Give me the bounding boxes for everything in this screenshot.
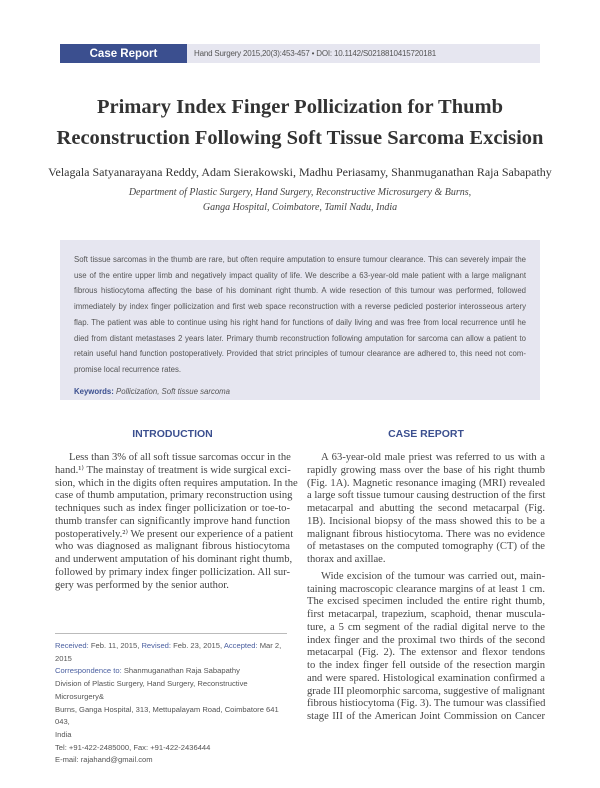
text-line: metacarpal (Fig. 2). The extensor and flexor tendons	[307, 647, 545, 659]
abstract-line: flap. The patient was able to continue using his right hand for functions of daily living and was free from local recurrence until he	[74, 317, 526, 327]
text-line: Wide excision of the tumour was carried out, main-	[321, 570, 545, 582]
text-line: 1B). Incisional biopsy of the mass showed this to be a	[307, 515, 545, 527]
text-line: rapidly growing mass over the base of his right thumb	[307, 464, 545, 476]
footnote	[55, 640, 295, 767]
text-line: A 63-year-old male priest was referred to us with a	[321, 452, 545, 463]
text-line: techniques such as index finger pollicization or toe-to-	[55, 503, 290, 514]
correspondence	[55, 665, 295, 678]
phone-fax: Tel: +91-422-2485000, Fax: +91-422-2436444	[55, 742, 211, 752]
title-line: Reconstruction Following Soft Tissue Sarcoma Excision	[56, 127, 544, 149]
accepted-date: Mar 2, 2015	[55, 641, 282, 663]
text-line: postoperatively.²⁾ We present our experience of a patient	[55, 528, 294, 540]
text-line: The excised specimen included the entire right thumb,	[307, 596, 545, 608]
text-line: metacarpal and abutting the second metacarpal (Fig.	[307, 503, 545, 514]
email[interactable]: E-mail: rajahand@gmail.com	[55, 755, 153, 765]
text-line: stage III of the American Joint Commission on Cancer	[307, 711, 545, 722]
title-line: Primary Index Finger Pollicization for Thumb	[96, 96, 503, 118]
affiliation	[40, 185, 560, 215]
abstract-line: died from distant metastases 2 years later. Primary thumb reconstruction following amputation for sarcoma can allow a patient to	[74, 333, 526, 343]
abstract-line: promise local recurrence rates.	[74, 364, 182, 374]
text-line: thorax and axillae.	[307, 554, 386, 565]
abstract-box	[60, 240, 540, 400]
case-report-heading: CASE REPORT	[388, 428, 464, 440]
correspondence-name: Shanmuganathan Raja Sabapathy	[123, 666, 240, 676]
article-type-label: Case Report	[60, 44, 187, 63]
case-report-body	[307, 452, 545, 724]
dates	[55, 640, 295, 665]
keywords	[74, 384, 526, 400]
address-line: Burns, Ganga Hospital, 313, Mettupalayam Road, Coimbatore 641 043,	[55, 704, 279, 727]
text-line: sion, which in the digits often requires amputation. In the	[55, 477, 298, 489]
text-line: first metacarpal, trapezium, scaphoid, thenar muscula-	[307, 609, 545, 620]
text-line: malignant fibrous histiocytoma. There was no evidence	[307, 528, 545, 540]
text-line: Less than 3% of all soft tissue sarcomas occur in the	[69, 452, 291, 463]
abstract-line: immediately by index finger pollicization and first web space reconstruction with a reverse pedicled posterior interosseous artery	[74, 302, 526, 312]
abstract-text	[74, 252, 526, 378]
text-line: and were spared. Histological examination confirmed a	[307, 672, 545, 684]
introduction-heading: INTRODUCTION	[132, 428, 213, 440]
address-line: India	[55, 729, 72, 739]
revised-date: Feb. 23, 2015,	[173, 641, 223, 650]
revised-label: Revised:	[141, 641, 171, 650]
abstract-line: retain useful hand function postoperatively. Provided that strict principles of tumour clearance are adhered to, this need not com-	[74, 349, 526, 359]
accepted-label: Accepted:	[223, 641, 258, 650]
text-line: who was diagnosed as malignant fibrous histiocytoma	[55, 541, 290, 553]
received-date: Feb. 11, 2015,	[90, 641, 140, 650]
text-line: to the index finger fell outside of the resection margin	[307, 660, 545, 671]
abstract-line: Soft tissue sarcomas in the thumb are rare, but often require amputation to ensure tumour clearance. This can severely impair the	[74, 255, 526, 264]
address-line: Division of Plastic Surgery, Hand Surgery, Reconstructive Microsurgery&	[55, 679, 248, 701]
keywords-value: Pollicization, Soft tissue sarcoma	[116, 386, 231, 396]
text-line: a large soft tissue tumour causing destruction of the first	[307, 490, 546, 502]
text-line: gery was performed by the senior author.	[55, 579, 229, 591]
text-line: and underwent amputation of his dominant right thumb,	[55, 554, 293, 565]
correspondence-label: Correspondence to:	[55, 666, 122, 676]
text-line: (Fig. 1A). Magnetic resonance imaging (MRI) revealed	[307, 477, 545, 489]
text-line: of metastases on the computed tomography (CT) of the	[307, 541, 545, 553]
affiliation-line: Ganga Hospital, Coimbatore, Tamil Nadu, India	[202, 202, 398, 213]
affiliation-line: Department of Plastic Surgery, Hand Surgery, Reconstructive Microsurgery & Burns,	[128, 187, 472, 198]
abstract-line: use of the entire upper limb and negatively impact quality of life. We describe a 63-year-old male patient with a large malignant	[74, 270, 526, 280]
received-label: Received:	[55, 641, 89, 650]
text-line: followed by primary index finger pollicization. All sur-	[55, 566, 290, 578]
text-line: hand.¹⁾ The mainstay of treatment is wide surgical exci-	[55, 464, 291, 476]
text-line: case of thumb amputation, primary reconstruction using	[55, 490, 293, 502]
article-title	[40, 92, 560, 154]
keywords-label: Keywords:	[74, 386, 114, 396]
authors: Velagala Satyanarayana Reddy, Adam Sierakowski, Madhu Periasamy, Shanmuganathan Raja Sabapathy	[48, 165, 552, 179]
text-line: grade III pleomorphic sarcoma, suggestive of malignant	[307, 685, 545, 697]
text-line: thumb transfer can significantly improve hand function	[55, 515, 290, 527]
text-line: index finger and the proximal two thirds of the second	[307, 634, 545, 646]
citation-doi: Hand Surgery 2015,20(3):453-457 • DOI: 10.1142/S0218810415720181	[194, 49, 437, 58]
introduction-body	[55, 452, 298, 592]
journal-header-bar	[60, 44, 540, 63]
text-line: taining macroscopic clearance margins of at least 1 cm.	[307, 583, 545, 595]
footnote-divider	[55, 633, 287, 634]
text-line: fibrous histiocytoma (Fig. 3). The tumour was classified	[307, 698, 546, 710]
text-line: ture, a 5 cm segment of the radial digital nerve to the	[307, 621, 545, 633]
abstract-line: fibrous histiocytoma affecting the base of his dominant right thumb. A wide resection of this tumour was performed, followed	[74, 286, 526, 296]
